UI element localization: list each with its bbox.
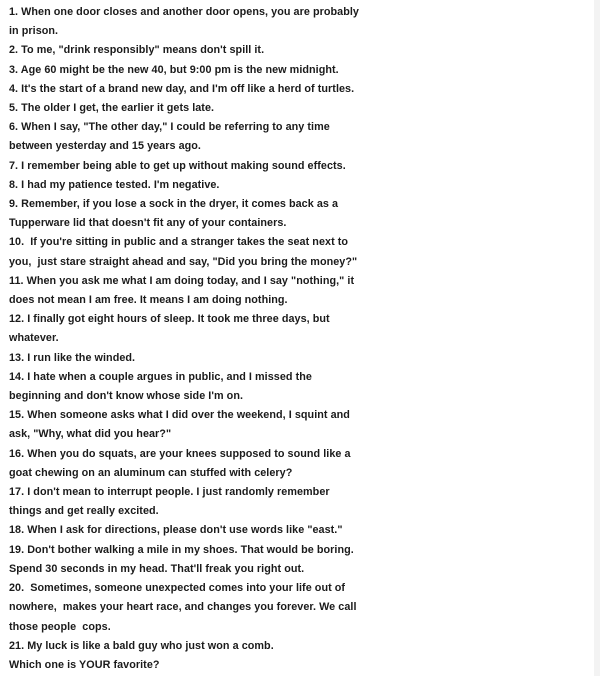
text-line: 19. Don't bother walking a mile in my shoes. That would be boring. bbox=[9, 543, 354, 556]
text-line: 6. When I say, "The other day," I could be referring to any time bbox=[9, 121, 330, 134]
text-line: goat chewing on an aluminum can stuffed with celery? bbox=[9, 466, 293, 479]
text-line: you, just stare straight ahead and say, "Did you bring the money?" bbox=[9, 255, 358, 268]
text-line: 14. I hate when a couple argues in public, and I missed the bbox=[9, 370, 312, 383]
text-line: 4. It's the start of a brand new day, and I'm off like a herd of turtles. bbox=[9, 82, 355, 95]
text-line: 8. I had my patience tested. I'm negative. bbox=[9, 178, 220, 191]
text-line: Spend 30 seconds in my head. That'll freak you right out. bbox=[9, 562, 305, 575]
text-line: 15. When someone asks what I did over the weekend, I squint and bbox=[9, 409, 350, 422]
text-line: 21. My luck is like a bald guy who just won a comb. bbox=[9, 639, 274, 652]
text-line: 5. The older I get, the earlier it gets late. bbox=[9, 102, 215, 115]
text-line: 20. Sometimes, someone unexpected comes into your life out of bbox=[9, 582, 346, 595]
text-line: 10. If you're sitting in public and a stranger takes the seat next to bbox=[9, 236, 349, 249]
right-edge-strip bbox=[594, 0, 600, 676]
text-line: whatever. bbox=[9, 332, 59, 345]
joke-list bbox=[9, 3, 594, 675]
text-line: 9. Remember, if you lose a sock in the dryer, it comes back as a bbox=[9, 198, 339, 211]
text-line: does not mean I am free. It means I am doing nothing. bbox=[9, 294, 288, 307]
text-line: 16. When you do squats, are your knees supposed to sound like a bbox=[9, 447, 351, 460]
text-line: 12. I finally got eight hours of sleep. It took me three days, but bbox=[9, 313, 330, 326]
text-line: 11. When you ask me what I am doing today, and I say "nothing," it bbox=[9, 274, 355, 287]
text-line: beginning and don't know whose side I'm on. bbox=[9, 390, 244, 403]
text-line: Tupperware lid that doesn't fit any of your containers. bbox=[9, 217, 287, 230]
text-line: 13. I run like the winded. bbox=[9, 351, 136, 364]
text-line: between yesterday and 15 years ago. bbox=[9, 140, 201, 153]
text-line: in prison. bbox=[9, 25, 59, 38]
text-line: 1. When one door closes and another door opens, you are probably bbox=[9, 6, 359, 18]
text-line: those people cops. bbox=[9, 620, 111, 633]
text-line: 7. I remember being able to get up without making sound effects. bbox=[9, 159, 346, 172]
text-line: 17. I don't mean to interrupt people. I just randomly remember bbox=[9, 486, 330, 499]
text-line: 18. When I ask for directions, please don't use words like "east." bbox=[9, 524, 343, 537]
text-line: things and get really excited. bbox=[9, 505, 159, 518]
closing-question: Which one is YOUR favorite? bbox=[9, 658, 160, 671]
text-line: ask, "Why, what did you hear?" bbox=[9, 428, 172, 441]
text-line: nowhere, makes your heart race, and changes you forever. We call bbox=[9, 601, 357, 614]
text-line: 2. To me, "drink responsibly" means don't spill it. bbox=[9, 44, 265, 57]
text-line: 3. Age 60 might be the new 40, but 9:00 pm is the new midnight. bbox=[9, 63, 339, 76]
